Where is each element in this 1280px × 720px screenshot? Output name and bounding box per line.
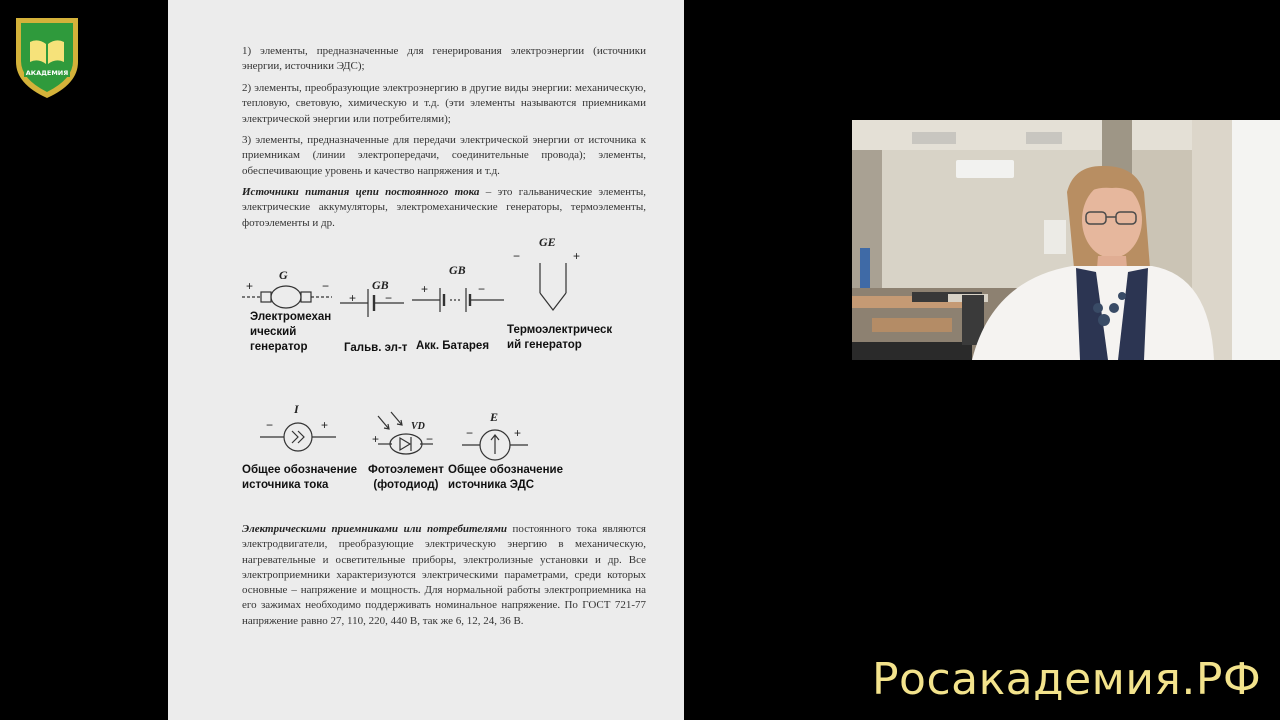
current-source-letter: I: [294, 402, 299, 416]
photodiode-letter: VD: [411, 421, 425, 432]
current-source-minus: −: [266, 418, 274, 432]
current-source-caption: Общее обозначение источника тока: [242, 464, 357, 491]
photodiode-symbol: [378, 412, 433, 454]
paragraph-5: [242, 522, 646, 629]
paragraph-3: 3) элементы, предназначенные для передачи электрической энергии от источника к приемникам (линии электропередачи, соединительные провода); элементы, обеспечивающие уровень и качество напряжения и т.д.: [242, 134, 646, 177]
paragraph-5-text: постоянного тока являются электродвигатели, преобразующие электрическую энергию в механическую, нагревательные и осветительные приборы, электролизные установки и др. Все электроприемники характеризуются электрическими параметрами, среди которых основные – напряжение и мощность. Для нормальной работы электроприемника на его зажимах необходимо поддерживать номинальное напряжение. По ГОСТ 721-77 напряжение равно 27, 110, 220, 440 В, так же 6, 12, 24, 36 В.: [242, 523, 646, 627]
galvanic-caption: Гальв. эл-т: [344, 342, 408, 354]
galvanic-letter: GB: [372, 278, 389, 292]
thermo-minus: −: [513, 249, 521, 263]
battery-letter: GB: [449, 263, 466, 277]
webcam-video: [852, 120, 1280, 360]
paragraph-1: 1) элементы, предназначенные для генерирования электроэнергии (источники энергии, источники ЭДС);: [242, 45, 646, 73]
generator-plus: +: [246, 279, 254, 293]
thermo-generator-symbol: [540, 263, 566, 310]
document-page: [168, 0, 684, 720]
thermo-caption: Термоэлектрическ ий генератор: [507, 324, 613, 351]
thermo-letter: GE: [539, 235, 556, 249]
emf-caption: Общее обозначение источника ЭДС: [448, 464, 563, 491]
academy-logo: [12, 12, 82, 100]
battery-plus: +: [421, 282, 429, 296]
paragraph-4-text: – это гальванические элементы, электрические аккумуляторы, электромеханические генераторы, термоэлементы, фотоэлементы и др.: [242, 186, 646, 229]
source-symbols-diagram: [228, 230, 648, 510]
generator-symbol: [242, 286, 332, 308]
logo-text: АКАДЕМИЯ: [25, 69, 69, 77]
battery-minus: −: [478, 282, 486, 296]
generator-letter: G: [279, 268, 288, 282]
galvanic-plus: +: [349, 291, 357, 305]
galvanic-minus: −: [385, 291, 393, 305]
current-source-plus: +: [321, 418, 329, 432]
generator-minus: −: [322, 279, 330, 293]
emf-minus: −: [466, 426, 474, 440]
battery-caption: Акк. Батарея: [416, 340, 490, 352]
term-consumers: Электрическими приемниками или потребителями: [242, 523, 507, 535]
thermo-plus: +: [573, 249, 581, 263]
paragraph-4: [242, 185, 646, 231]
photodiode-plus: +: [372, 432, 380, 446]
generator-caption: Электромехан ический генератор: [250, 311, 332, 353]
emf-letter: E: [490, 410, 499, 424]
term-dc-sources: Источники питания цепи постоянного тока: [242, 186, 480, 198]
brand-watermark: Росакадемия.РФ: [872, 654, 1262, 705]
paragraph-2: 2) элементы, преобразующие электроэнергию в другие виды энергии: механическую, тепловую, световую, химическую и т.д. (эти элементы называются приемниками электрической энергии или потребителями);: [242, 82, 646, 125]
photodiode-minus: −: [426, 432, 434, 446]
emf-plus: +: [514, 426, 522, 440]
photodiode-caption: Фотоэлемент (фотодиод): [368, 464, 444, 491]
